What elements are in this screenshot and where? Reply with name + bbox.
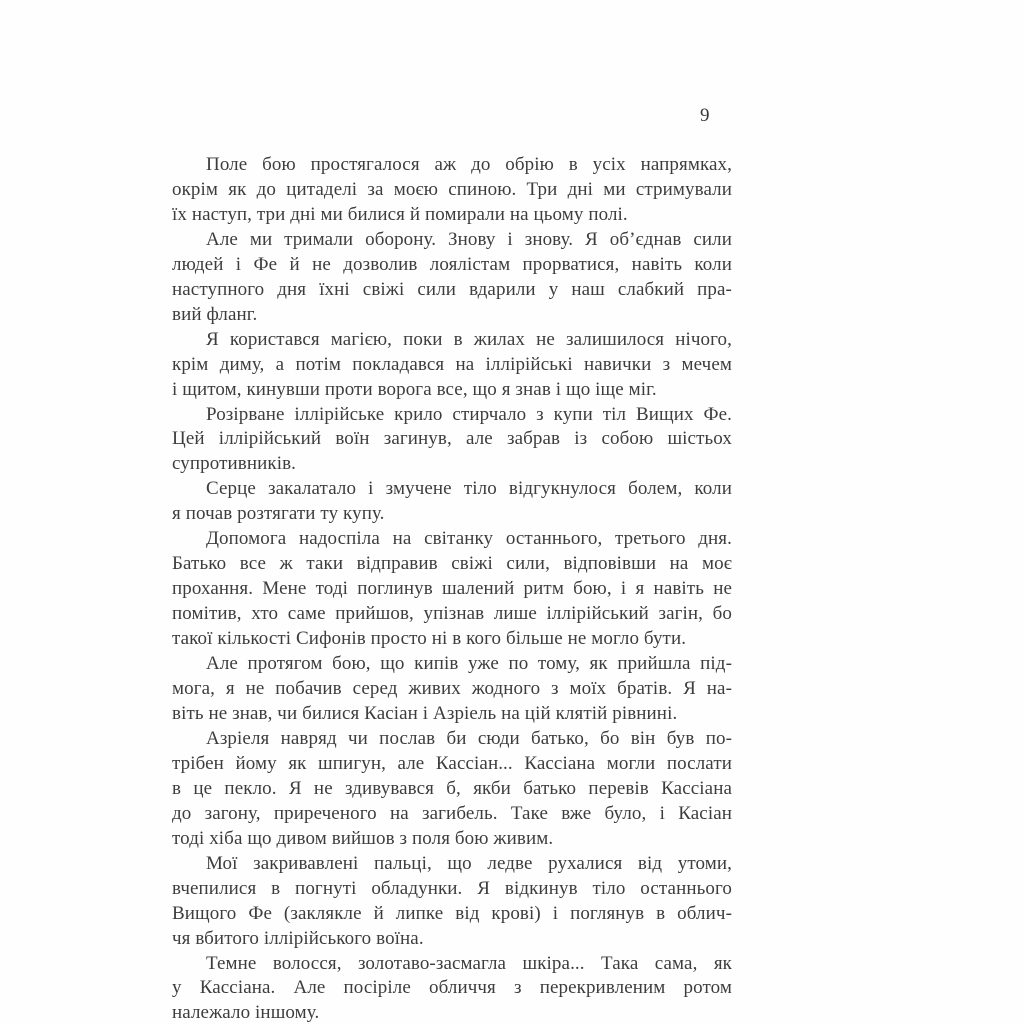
text-line: Я користався магією, поки в жилах не залишилося нічого, bbox=[206, 328, 732, 350]
text-line: Розірване іллірійське крило стирчало з купи тіл Вищих Фе. bbox=[206, 403, 732, 425]
text-line: належало іншому. bbox=[172, 1002, 320, 1024]
text-line: Мої закривавлені пальці, що ледве рухалися від утоми, bbox=[206, 852, 732, 874]
paragraph bbox=[172, 852, 732, 952]
text-line: тоді хіба що дивом вийшов з поля бою живим. bbox=[172, 827, 554, 849]
paragraph bbox=[172, 952, 732, 1024]
text-line: чя вбитого іллірійського воїна. bbox=[172, 927, 424, 949]
text-line: Цей іллірійський воїн загинув, але забрав із собою шістьох bbox=[172, 428, 732, 450]
text-line: окрім як до цитаделі за моєю спиною. Три дні ми стримували bbox=[172, 178, 732, 200]
paragraph bbox=[172, 527, 732, 652]
text-line: і щитом, кинувши проти ворога все, що я знав і що іще міг. bbox=[172, 378, 657, 400]
paragraph bbox=[172, 328, 732, 403]
text-line: трібен йому як шпигун, але Кассіан... Кассіана могли послати bbox=[172, 752, 732, 774]
text-line: Поле бою простягалося аж до обрію в усіх напрямках, bbox=[206, 154, 732, 175]
text-line: супротивників. bbox=[172, 453, 297, 475]
text-line: наступного дня їхні свіжі сили вдарили у наш слабкий пра- bbox=[172, 278, 732, 300]
text-column bbox=[172, 153, 732, 1024]
text-line: крім диму, а потім покладався на іллірійські навички з мечем bbox=[172, 353, 732, 375]
paragraph bbox=[172, 153, 732, 228]
text-line: Але протягом бою, що кипів уже по тому, як прийшла під- bbox=[206, 653, 732, 675]
paragraph bbox=[172, 403, 732, 478]
text-line: прохання. Мене тоді поглинув шалений ритм бою, і я навіть не bbox=[172, 578, 732, 600]
paragraph bbox=[172, 477, 732, 527]
text-line: до загону, приреченого на загибель. Таке вже було, і Касіан bbox=[172, 802, 732, 824]
text-line: Темне волосся, золотаво-засмагла шкіра... Така сама, як bbox=[206, 952, 732, 974]
text-line: людей і Фе й не дозволив лоялістам прорватися, навіть коли bbox=[172, 253, 732, 275]
text-line: їх наступ, три дні ми билися й помирали на цьому полі. bbox=[172, 203, 628, 225]
paragraph bbox=[172, 228, 732, 328]
text-line: мога, я не побачив серед живих жодного з моїх братів. Я на- bbox=[172, 678, 732, 700]
text-line: у Кассіана. Але посіріле обличчя з перекривленим ротом bbox=[172, 977, 732, 999]
text-line: Вищого Фе (заклякле й липке від крові) і поглянув в облич- bbox=[172, 902, 732, 924]
text-line: Але ми тримали оборону. Знову і знову. Я обʼєднав сили bbox=[206, 228, 732, 250]
paragraph bbox=[172, 727, 732, 852]
text-line: вчепилися в погнуті обладунки. Я відкинув тіло останнього bbox=[172, 877, 732, 899]
text-line: вий фланг. bbox=[172, 303, 258, 325]
text-line: помітив, хто саме прийшов, упізнав лише іллірійський загін, бо bbox=[172, 603, 732, 625]
text-line: Допомога надоспіла на світанку останнього, третього дня. bbox=[206, 528, 732, 550]
text-line: в це пекло. Я не здивувався б, якби батько перевів Кассіана bbox=[172, 777, 732, 799]
text-line: я почав розтягати ту купу. bbox=[172, 503, 385, 525]
page-number: 9 bbox=[700, 105, 710, 126]
text-line: віть не знав, чи билися Касіан і Азріель на цій клятій рівнині. bbox=[172, 702, 678, 724]
paragraph bbox=[172, 652, 732, 727]
text-line: Батько все ж таки відправив свіжі сили, відповівши на моє bbox=[172, 553, 732, 575]
text-line: Серце закалатало і змучене тіло відгукнулося болем, коли bbox=[206, 478, 732, 500]
text-line: Азріеля навряд чи послав би сюди батько, бо він був по- bbox=[206, 727, 732, 749]
text-line: такої кількості Сифонів просто ні в кого більше не могло бути. bbox=[172, 628, 687, 650]
